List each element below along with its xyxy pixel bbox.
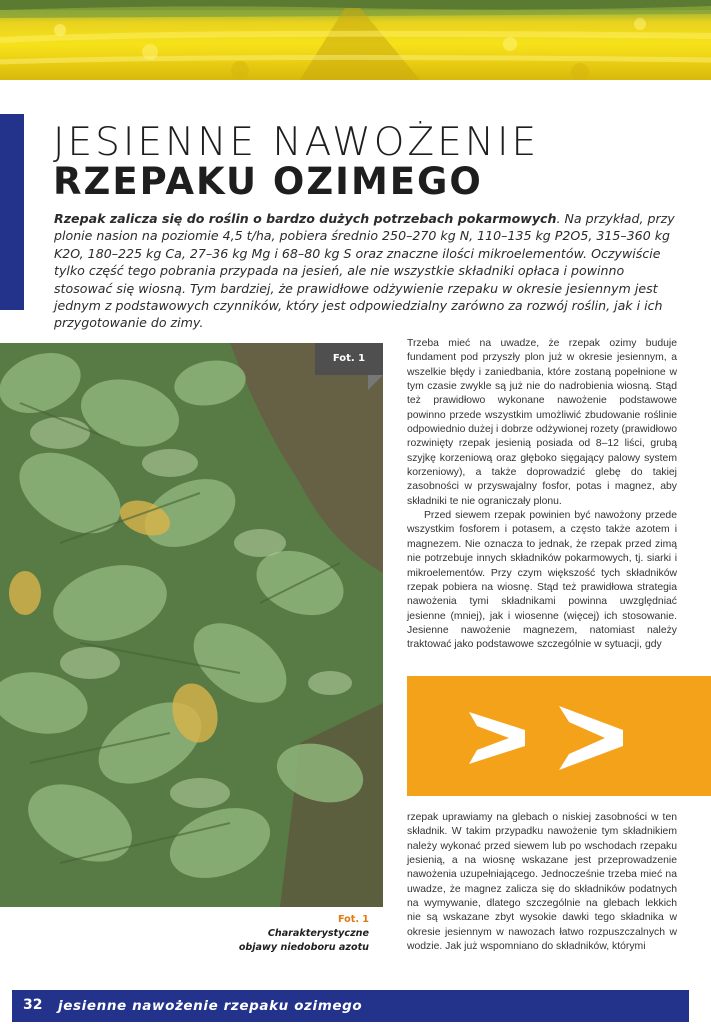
continue-arrows-box <box>407 676 711 796</box>
photo-tag-fold <box>368 375 383 390</box>
photo-rapeseed-leaves <box>0 343 383 907</box>
article-title-line1: JESIENNE NAWOŻENIE <box>53 120 540 165</box>
running-title: jesienne nawożenie rzepaku ozimego <box>58 998 363 1014</box>
body-column-top <box>407 337 677 653</box>
lead-bold: Rzepak zalicza się do roślin o bardzo dużych potrzebach pokarmowych <box>54 211 557 226</box>
body-paragraph: Przed siewem rzepak powinien być nawożony przede wszystkim fosforem i potasem, a często także azotem i magnezem. Nie oznacza to jednak, że rzepak przed zimą nie potrzebuje innych składników pokarmowych, tj. siarki i mikroelementów. Przy czym większość tych składników rzepak pobiera na wiosnę. Stąd też prawidłowa strategia nawożenia tymi składnikami powinna uwzględniać jesienne (mniej), jak i wiosenne (więcej) ich stosowanie. Jesienne nawożenie magnezem, natomiast należy traktować jako podstawowe szczególnie w sytuacji, gdy <box>407 510 677 651</box>
accent-stripe <box>0 114 24 310</box>
double-chevron-icon <box>463 702 633 774</box>
lead-paragraph <box>54 210 678 332</box>
article-title-line2: RZEPAKU OZIMEGO <box>53 160 483 203</box>
page-footer <box>12 990 689 1022</box>
caption-label: Fot. 1 <box>337 914 369 925</box>
body-paragraph: rzepak uprawiamy na glebach o niskiej zasobności w ten składnik. W takim przypadku nawożenie tym składnikiem należy wykonać przed siewem lub po wschodach rzepaku jesienią, a na wiosnę wskazane jest przeprowadzenie nawożenia uzupełniającego. Jednocześnie trzeba mieć na uwadze, że magnez zalicza się do składników podatnych na wymywanie, dlatego szczególnie na glebach lekkich nie są wskazane zbyt wysokie dawki tego składnika w okresie jesiennym w nawozach łatwo rozpuszczalnych w wodzie. Jak już wspomniano do składników, którymi <box>407 812 677 953</box>
header-photo-rapeseed-field <box>0 0 711 80</box>
body-paragraph: Trzeba mieć na uwadze, że rzepak ozimy buduje fundament pod przyszły plon już w okresie jesiennym, a wszelkie błędy i zaniedbania, które zostaną popełnione w tym czasie zwykle są już nie do nadrobienia wiosną. Stąd też prawidłowo wykonane nawożenie podstawowe powinno przede wszystkim umożliwić zbudowanie roślinie odpowiednio dużej i dobrze odżywionej rozety (prawidłowo rozwinięty rzepak jesienią posiada od 8–12 liści, grubą szyjkę korzeniową oraz głęboko sięgający palowy system korzeniowy), a także doprowadzić glebę do takiej zasobności w przyswajalny fosfor, potas i magnez, aby składniki te nie ograniczały plonu. <box>407 338 677 507</box>
caption-line2: objawy niedoboru azotu <box>238 942 369 953</box>
caption-line1: Charakterystyczne <box>267 928 369 939</box>
photo-caption <box>200 913 369 955</box>
photo-tag: Fot. 1 <box>315 343 383 375</box>
body-column-bottom <box>407 811 677 954</box>
lead-rest: . Na przykład, przy plonie nasion na poziomie 4,5 t/ha, pobiera średnio 250–270 kg N, 110–135 kg P2O5, 315–360 kg K2O, 180–225 kg Ca, 27–36 kg Mg i 68–80 kg S oraz znaczne ilości mikroelementów. Oczywiście tylko część tego pobrania przypada na jesień, ale nie wszystkie składniki opłaca i powinno stosować się wiosną. Tym bardziej, że prawidłowe odżywienie rzepaku w okresie jesiennym jest jednym z podstawowych czynników, który jest odpowiedzialny zarówno za rozwój roślin, jak i ich przygotowanie do zimy. <box>54 211 675 331</box>
page-number: 32 <box>23 997 43 1013</box>
